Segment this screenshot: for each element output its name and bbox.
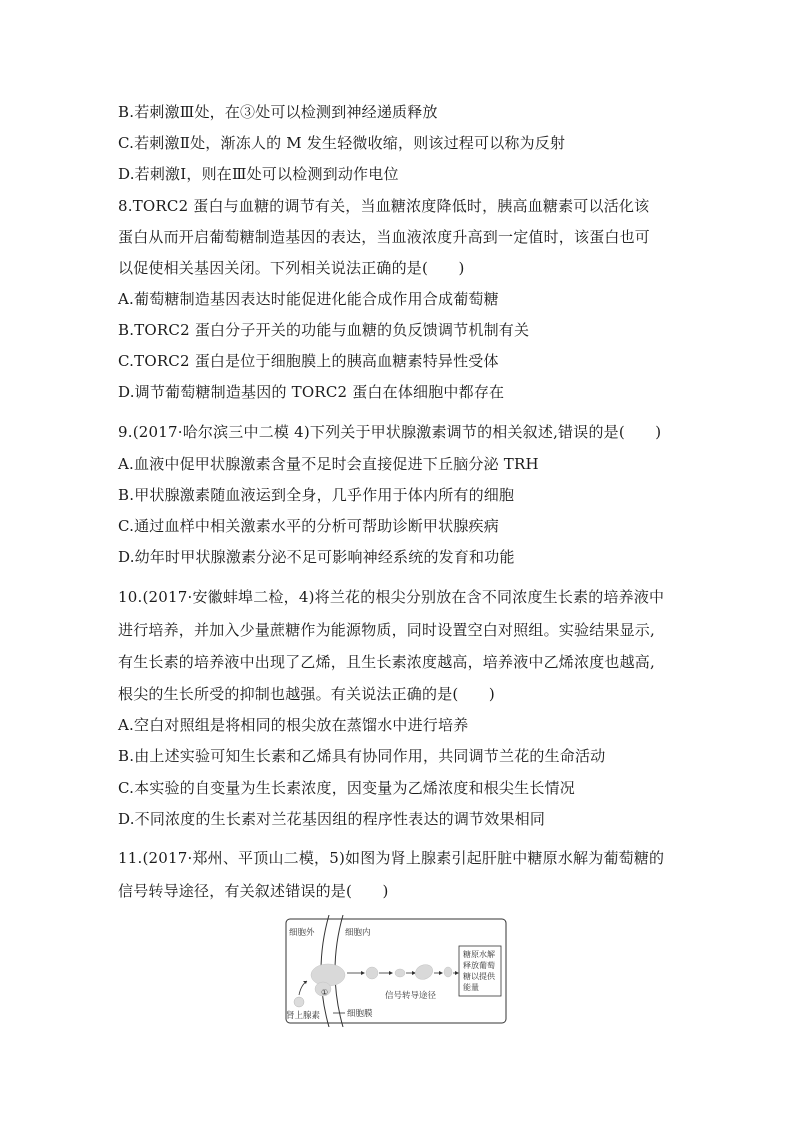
q8-option-b: B.TORC2 蛋白分子开关的功能与血糖的负反馈调节机制有关 bbox=[118, 321, 530, 339]
q7-option-c: C.若刺激Ⅱ处，渐冻人的 M 发生轻微收缩，则该过程可以称为反射 bbox=[118, 134, 566, 152]
adrenaline-molecule bbox=[294, 997, 304, 1007]
result-line-3: 糖以提供 bbox=[463, 972, 495, 981]
q9-option-b: B.甲状腺激素随血液运到全身，几乎作用于体内所有的细胞 bbox=[118, 486, 515, 504]
receptor-protein bbox=[311, 964, 345, 986]
q11-stem-line-2: 信号转导途径，有关叙述错误的是( ) bbox=[118, 882, 389, 900]
q11-stem-line-1: 11.(2017·郑州、平顶山二模，5)如图为肾上腺素引起肝脏中糖原水解为葡萄糖的 bbox=[118, 849, 665, 867]
q10-stem-line-2: 进行培养，并加入少量蔗糖作为能源物质，同时设置空白对照组。实验结果显示, bbox=[118, 621, 655, 639]
q8-stem-line-3: 以促使相关基因关闭。下列相关说法正确的是( ) bbox=[118, 259, 465, 277]
q10-option-a: A.空白对照组是将相同的根尖放在蒸馏水中进行培养 bbox=[118, 716, 469, 734]
q10-stem-line-4: 根尖的生长所受的抑制也越强。有关说法正确的是( ) bbox=[118, 685, 495, 703]
q10-option-c: C.本实验的自变量为生长素浓度，因变量为乙烯浓度和根尖生长情况 bbox=[118, 779, 575, 797]
q10-option-d: D.不同浓度的生长素对兰花基因组的程序性表达的调节效果相同 bbox=[118, 810, 546, 828]
inside-label: 细胞内 bbox=[345, 928, 371, 938]
membrane-label: 细胞膜 bbox=[347, 1009, 373, 1019]
result-line-2: 释放葡萄 bbox=[463, 961, 495, 970]
signal-molecule-1 bbox=[366, 967, 378, 979]
hormone-label: 肾上腺素 bbox=[286, 1011, 321, 1021]
signal-pathway-figure bbox=[283, 915, 509, 1027]
q9-option-d: D.幼年时甲状腺激素分泌不足可影响神经系统的发育和功能 bbox=[118, 548, 515, 566]
receptor-marker: ① bbox=[321, 988, 329, 997]
q10-stem-line-3: 有生长素的培养液中出现了乙烯，且生长素浓度越高，培养液中乙烯浓度也越高, bbox=[118, 653, 655, 671]
q10-stem-line-1: 10.(2017·安徽蚌埠二检，4)将兰花的根尖分别放在含不同浓度生长素的培养液中 bbox=[118, 588, 665, 606]
q8-stem-line-1: 8.TORC2 蛋白与血糖的调节有关，当血糖浓度降低时，胰高血糖素可以活化该 bbox=[118, 197, 650, 215]
q8-stem-line-2: 蛋白从而开启葡萄糖制造基因的表达，当血液浓度升高到一定值时，该蛋白也可 bbox=[118, 228, 651, 246]
q9-option-c: C.通过血样中相关激素水平的分析可帮助诊断甲状腺疾病 bbox=[118, 517, 499, 535]
q9-stem: 9.(2017·哈尔滨三中二模 4)下列关于甲状腺激素调节的相关叙述,错误的是( ) bbox=[118, 423, 662, 441]
q8-option-c: C.TORC2 蛋白是位于细胞膜上的胰高血糖素特异性受体 bbox=[118, 352, 499, 370]
q8-option-a: A.葡萄糖制造基因表达时能促进化能合成作用合成葡萄糖 bbox=[118, 290, 499, 308]
q7-option-d: D.若刺激Ⅰ，则在Ⅲ处可以检测到动作电位 bbox=[118, 165, 399, 183]
result-line-1: 糖原水解 bbox=[463, 950, 495, 959]
outside-label: 细胞外 bbox=[289, 928, 315, 938]
pathway-label: 信号转导途径 bbox=[385, 991, 437, 1001]
q10-option-b: B.由上述实验可知生长素和乙烯具有协同作用，共同调节兰花的生命活动 bbox=[118, 747, 606, 765]
signal-molecule-2 bbox=[395, 969, 405, 977]
q7-option-b: B.若刺激Ⅲ处，在③处可以检测到神经递质释放 bbox=[118, 103, 438, 121]
q9-option-a: A.血液中促甲状腺激素含量不足时会直接促进下丘脑分泌 TRH bbox=[118, 455, 539, 473]
signal-molecule-4 bbox=[444, 967, 452, 977]
q8-option-d: D.调节葡萄糖制造基因的 TORC2 蛋白在体细胞中都存在 bbox=[118, 383, 505, 401]
result-line-4: 能量 bbox=[463, 983, 479, 992]
